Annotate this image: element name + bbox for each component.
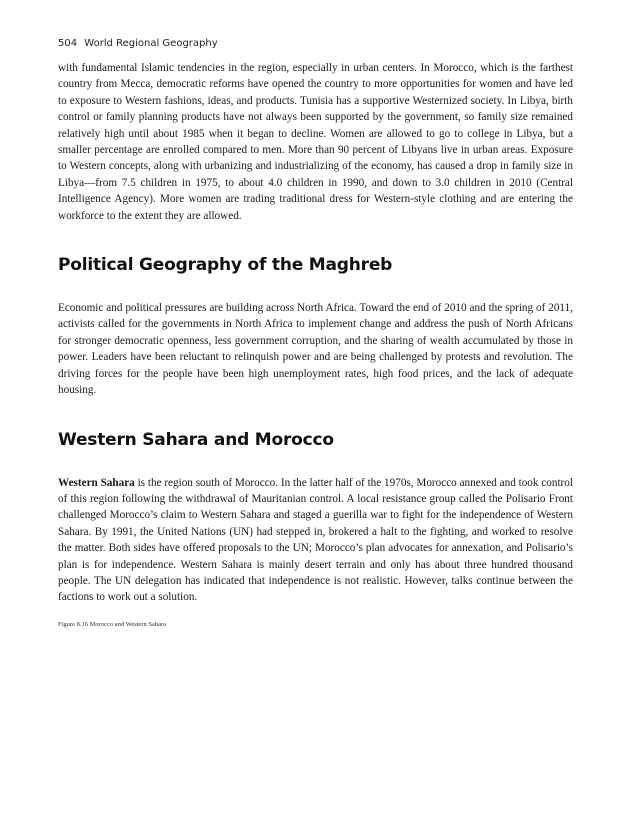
political-geography-heading: Political Geography of the Maghreb [58, 255, 393, 276]
intro-paragraph: with fundamental Islamic tendencies in the region, especially in urban centers. In Morocco, which is the farthest country from Mecca, democratic reforms have opened the country to more opportunities for women and have led to exposure to Western fashions, ideas, and products. Tunisia has a supportive Westernized society. In Libya, birth control or family planning products have not always been supported by the government, so family size remained relatively high until about 1985 when it began to decline. Women are allowed to go to college in Libya, but a smaller percentage are enrolled compared to men. More than 90 percent of Libyans live in urban areas. Exposure to Western concepts, along with urbanizing and industrializing of the economy, has caused a drop in family size in Libya—from 7.5 children in 1975, to about 4.0 children in 1990, and down to 3.0 children in 2010 (Central Intelligence Agency). More women are trading traditional dress for Western-style clothing and are entering the workforce to the extent they are allowed. [58, 62, 573, 222]
western-sahara-heading: Western Sahara and Morocco [58, 429, 334, 450]
western-sahara-paragraph [58, 475, 573, 606]
page-number: 504 [58, 38, 78, 49]
page-content [58, 60, 573, 629]
book-title: World Regional Geography [84, 38, 218, 49]
key-term-western-sahara: Western Sahara [58, 476, 135, 489]
political-geography-paragraph: Economic and political pressures are building across North Africa. Toward the end of 2010 and the spring of 2011, activists called for the governments in North Africa to implement change and address the push of North Africans for stronger democratic openness, less government corruption, and the sharing of wealth accumulated by those in power. Leaders have been reluctant to relinquish power and are being challenged by protests and revolution. The driving forces for the people have been high unemployment rates, high food prices, and the lack of adequate housing. [58, 302, 573, 397]
figure-caption: Figure 8.16 Morocco and Western Sahara [58, 620, 167, 628]
running-header [58, 38, 218, 49]
western-sahara-paragraph-text: is the region south of Morocco. In the latter half of the 1970s, Morocco annexed and took control of this region following the withdrawal of Mauritanian control. A local resistance group called the Polisario Front challenged Morocco’s claim to Western Sahara and staged a guerilla war to fight for the independence of Western Sahara. By 1991, the United Nations (UN) had stepped in, brokered a halt to the fighting, and worked to resolve the matter. Both sides have offered proposals to the UN; Morocco’s plan advocates for annexation, and Polisario’s plan is for independence. Western Sahara is mainly desert terrain and only has about three hundred thousand people. The UN delegation has indicated that independence is not realistic. However, talks continue between the factions to work out a solution. [58, 476, 573, 604]
